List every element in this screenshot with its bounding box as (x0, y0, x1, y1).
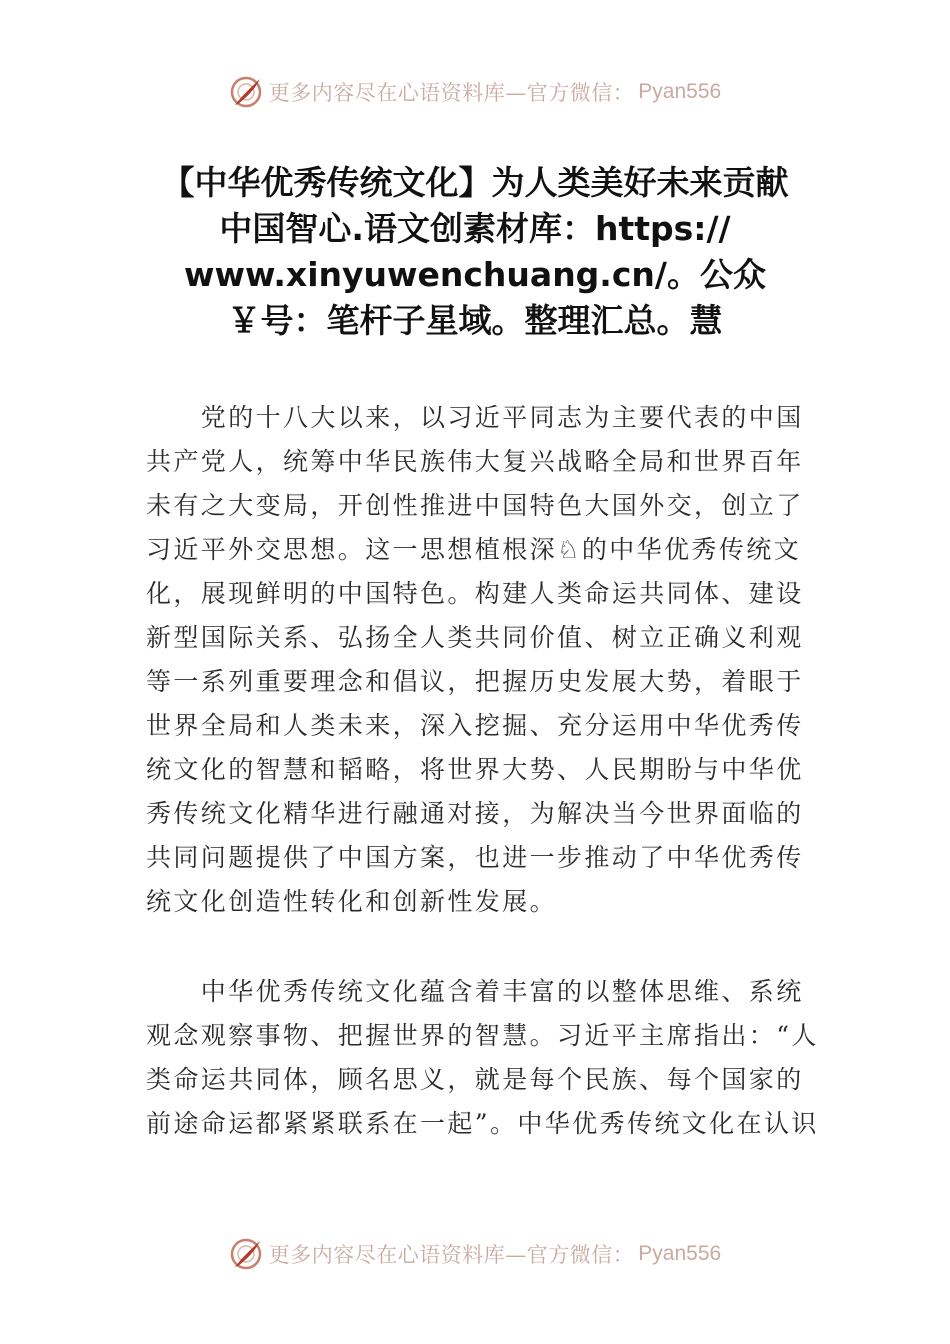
quill-seal-icon (229, 1237, 263, 1271)
paragraph-line: 统文化的智慧和韬略，将世界大势、人民期盼与中华优 (146, 755, 804, 784)
body-paragraph-2 (146, 970, 819, 1146)
paragraph-line: 类命运共同体，顾名思义，就是每个民族、每个国家的 (146, 1065, 804, 1094)
footer-banner-handle: Pyan556 (638, 1242, 722, 1265)
paragraph-line: 党的十八大以来，以习近平同志为主要代表的中国 (146, 403, 804, 432)
paragraph-line: 共同问题提供了中国方案，也进一步推动了中华优秀传 (146, 843, 804, 872)
paragraph-line: 前途命运都紧紧联系在一起”。中华优秀传统文化在认识 (146, 1109, 819, 1138)
title-line: ￥号：笔杆子星域。整理汇总。慧 (227, 301, 723, 340)
paragraph-line: 观念观察事物、把握世界的智慧。习近平主席指出：“人 (146, 1021, 819, 1050)
body-paragraph-1 (146, 396, 806, 924)
paragraph-line: 世界全局和人类未来，深入挖掘、充分运用中华优秀传 (146, 711, 804, 740)
paragraph-line: 共产党人，统筹中华民族伟大复兴战略全局和世界百年 (146, 447, 804, 476)
paragraph-line: 统文化创造性转化和创新性发展。 (146, 887, 558, 916)
title-line: 中国智心.语文创素材库：https:// (219, 209, 731, 248)
title-line: www.xinyuwenchuang.cn/。公众 (184, 255, 766, 294)
paragraph-line: 习近平外交思想。这一思想植根深♘的中华优秀传统文 (146, 535, 802, 564)
paragraph-line: 秀传统文化精华进行融通对接，为解决当今世界面临的 (146, 799, 804, 828)
quill-seal-icon (229, 75, 263, 109)
header-banner (0, 70, 950, 114)
paragraph-line: 未有之大变局，开创性推进中国特色大国外交，创立了 (146, 491, 804, 520)
paragraph-line: 新型国际关系、弘扬全人类共同价值、树立正确义利观 (146, 623, 804, 652)
title-line: 【中华优秀传统文化】为人类美好未来贡献 (161, 163, 789, 202)
footer-banner-text: 更多内容尽在心语资料库—官方微信： (268, 1243, 635, 1267)
footer-banner (0, 1232, 950, 1276)
paragraph-line: 中华优秀传统文化蕴含着丰富的以整体思维、系统 (146, 977, 804, 1006)
paragraph-line: 等一系列重要理念和倡议，把握历史发展大势，着眼于 (146, 667, 804, 696)
header-banner-text: 更多内容尽在心语资料库—官方微信： (268, 81, 635, 105)
page-title (140, 160, 810, 344)
paragraph-line: 化，展现鲜明的中国特色。构建人类命运共同体、建设 (146, 579, 804, 608)
header-banner-handle: Pyan556 (638, 80, 722, 103)
